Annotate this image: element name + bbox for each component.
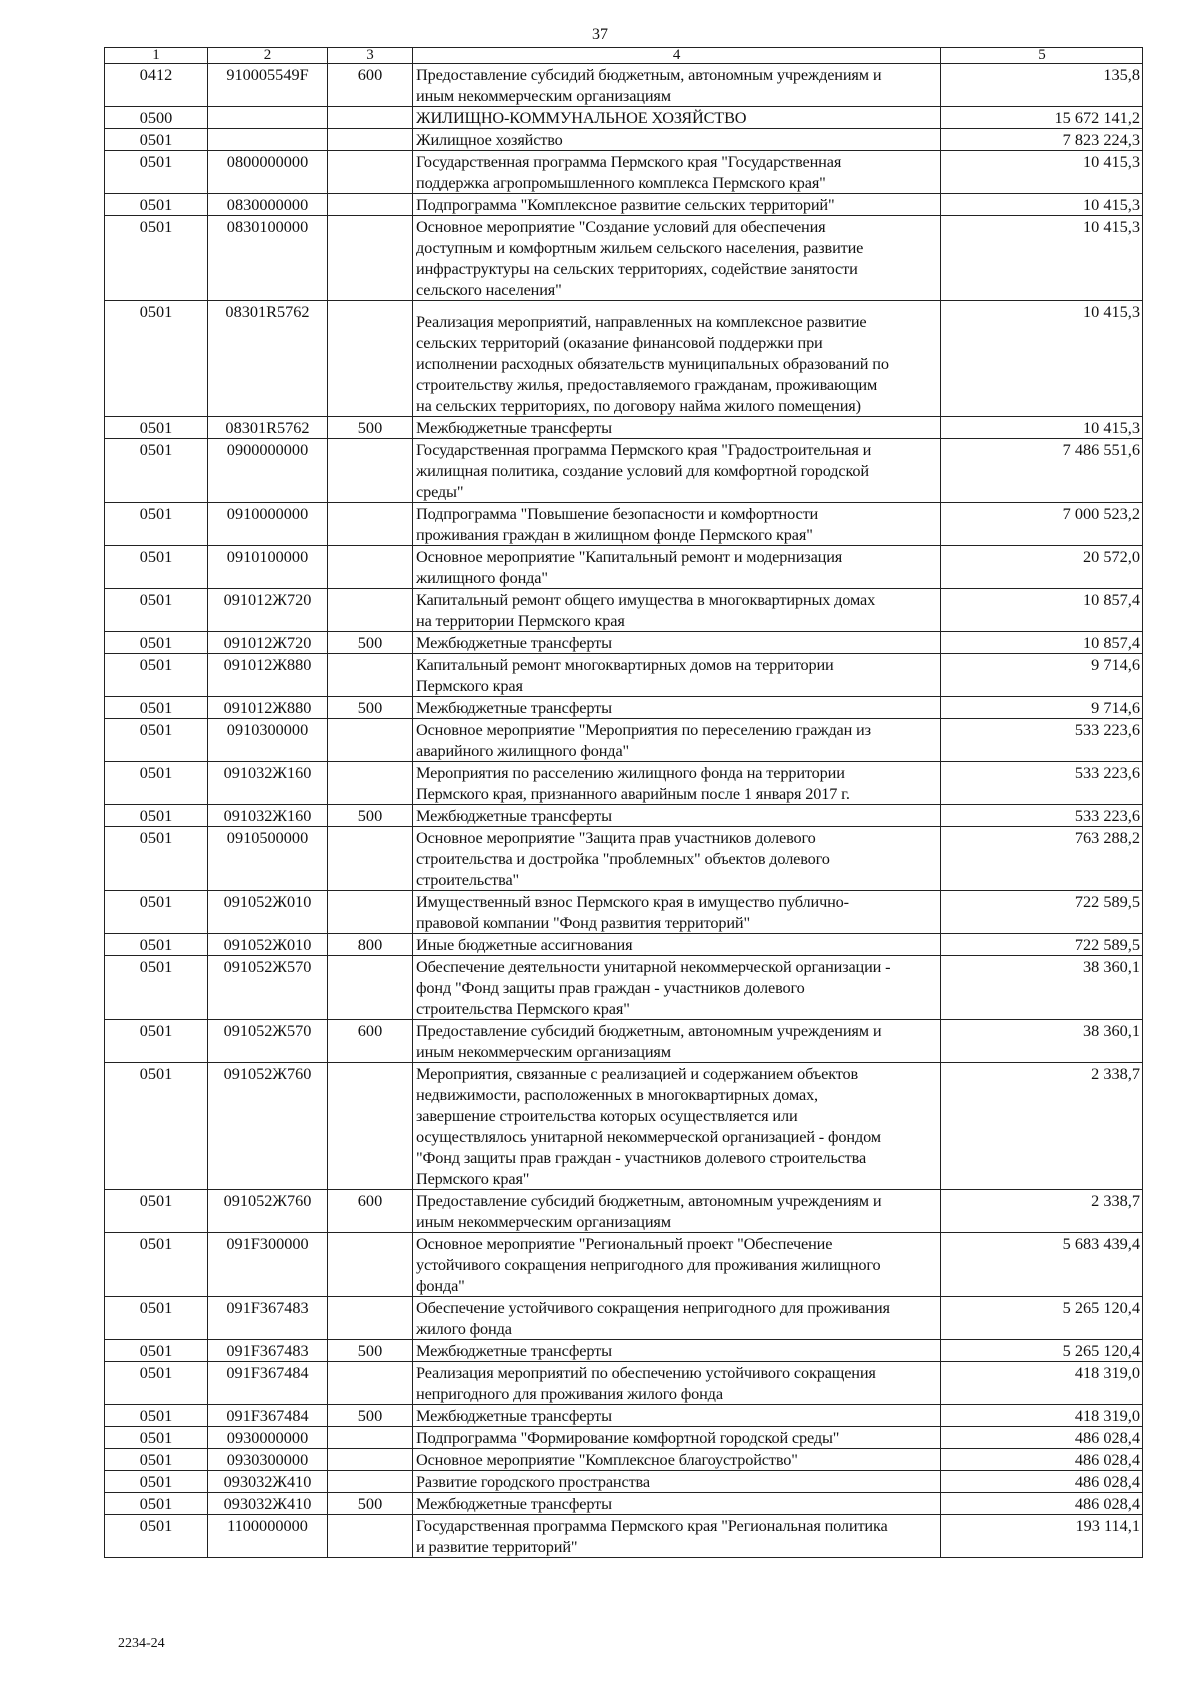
target-article-code-cell: 091F367484 — [208, 1362, 328, 1405]
expense-type-code-cell: 500 — [328, 1405, 413, 1427]
description-cell: Государственная программа Пермского края "Градостроительная и жилищная политика, создание условий для комфортной городской среды" — [413, 439, 941, 503]
table-row — [105, 503, 1143, 546]
section-code-cell: 0501 — [105, 216, 208, 301]
expense-type-code-cell — [328, 1471, 413, 1493]
amount-cell: 5 683 439,4 — [941, 1233, 1143, 1297]
amount-cell: 193 114,1 — [941, 1515, 1143, 1558]
table-row — [105, 1190, 1143, 1233]
expense-type-code-cell — [328, 762, 413, 805]
amount-cell: 2 338,7 — [941, 1190, 1143, 1233]
target-article-code-cell: 0910100000 — [208, 546, 328, 589]
target-article-code-cell: 091032Ж160 — [208, 762, 328, 805]
table-row — [105, 417, 1143, 439]
target-article-code-cell: 0930300000 — [208, 1449, 328, 1471]
description-cell: Имущественный взнос Пермского края в имущество публично- правовой компании "Фонд развития территорий" — [413, 891, 941, 934]
section-code-cell: 0501 — [105, 546, 208, 589]
section-code-cell: 0501 — [105, 439, 208, 503]
expense-type-code-cell: 600 — [328, 1020, 413, 1063]
table-row — [105, 956, 1143, 1020]
section-code-cell: 0501 — [105, 129, 208, 151]
amount-cell: 533 223,6 — [941, 762, 1143, 805]
description-cell: Капитальный ремонт общего имущества в многоквартирных домах на территории Пермского края — [413, 589, 941, 632]
section-code-cell: 0501 — [105, 194, 208, 216]
amount-cell: 10 857,4 — [941, 632, 1143, 654]
section-code-cell: 0501 — [105, 827, 208, 891]
table-row — [105, 719, 1143, 762]
description-cell: Межбюджетные трансферты — [413, 417, 941, 439]
target-article-code-cell: 091F300000 — [208, 1233, 328, 1297]
description-cell: Предоставление субсидий бюджетным, автономным учреждениям и иным некоммерческим организациям — [413, 1190, 941, 1233]
target-article-code-cell: 091052Ж010 — [208, 934, 328, 956]
amount-cell: 135,8 — [941, 64, 1143, 107]
section-code-cell: 0501 — [105, 1063, 208, 1190]
target-article-code-cell: 091F367483 — [208, 1340, 328, 1362]
target-article-code-cell: 091012Ж880 — [208, 697, 328, 719]
description-cell: Основное мероприятие "Капитальный ремонт и модернизация жилищного фонда" — [413, 546, 941, 589]
expense-type-code-cell — [328, 719, 413, 762]
section-code-cell: 0501 — [105, 956, 208, 1020]
description-cell: Жилищное хозяйство — [413, 129, 941, 151]
expense-type-code-cell — [328, 194, 413, 216]
amount-cell: 10 415,3 — [941, 301, 1143, 417]
amount-cell: 15 672 141,2 — [941, 107, 1143, 129]
section-code-cell: 0501 — [105, 1427, 208, 1449]
table-row — [105, 1233, 1143, 1297]
expense-type-code-cell — [328, 301, 413, 417]
description-cell: Обеспечение устойчивого сокращения непригодного для проживания жилого фонда — [413, 1297, 941, 1340]
table-row — [105, 1471, 1143, 1493]
target-article-code-cell: 08301R5762 — [208, 417, 328, 439]
section-code-cell: 0501 — [105, 632, 208, 654]
expense-type-code-cell — [328, 1515, 413, 1558]
column-header-2: 2 — [208, 48, 328, 64]
description-cell: Обеспечение деятельности унитарной некоммерческой организации - фонд "Фонд защиты прав граждан - участников долевого строительства Пермского края" — [413, 956, 941, 1020]
expense-type-code-cell — [328, 1063, 413, 1190]
column-header-5: 5 — [941, 48, 1143, 64]
expense-type-code-cell: 500 — [328, 417, 413, 439]
amount-cell: 9 714,6 — [941, 697, 1143, 719]
amount-cell: 38 360,1 — [941, 956, 1143, 1020]
target-article-code-cell: 091012Ж880 — [208, 654, 328, 697]
description-cell: Межбюджетные трансферты — [413, 697, 941, 719]
target-article-code-cell: 091F367483 — [208, 1297, 328, 1340]
expense-type-code-cell: 600 — [328, 1190, 413, 1233]
amount-cell: 486 028,4 — [941, 1449, 1143, 1471]
expense-type-code-cell — [328, 1233, 413, 1297]
amount-cell: 10 415,3 — [941, 194, 1143, 216]
description-cell: Развитие городского пространства — [413, 1471, 941, 1493]
expense-type-code-cell — [328, 827, 413, 891]
section-code-cell: 0501 — [105, 1190, 208, 1233]
section-code-cell: 0501 — [105, 719, 208, 762]
expense-type-code-cell — [328, 107, 413, 129]
section-code-cell: 0501 — [105, 151, 208, 194]
table-row — [105, 1515, 1143, 1558]
amount-cell: 418 319,0 — [941, 1362, 1143, 1405]
target-article-code-cell: 0910000000 — [208, 503, 328, 546]
amount-cell: 418 319,0 — [941, 1405, 1143, 1427]
amount-cell: 10 415,3 — [941, 216, 1143, 301]
amount-cell: 20 572,0 — [941, 546, 1143, 589]
target-article-code-cell: 091012Ж720 — [208, 632, 328, 654]
target-article-code-cell: 091F367484 — [208, 1405, 328, 1427]
table-row — [105, 1405, 1143, 1427]
section-code-cell: 0501 — [105, 697, 208, 719]
description-cell: Подпрограмма "Повышение безопасности и комфортности проживания граждан в жилищном фонде Пермского края" — [413, 503, 941, 546]
target-article-code-cell: 091012Ж720 — [208, 589, 328, 632]
section-code-cell: 0501 — [105, 301, 208, 417]
amount-cell: 5 265 120,4 — [941, 1297, 1143, 1340]
amount-cell: 722 589,5 — [941, 934, 1143, 956]
column-header-3: 3 — [328, 48, 413, 64]
description-cell: Предоставление субсидий бюджетным, автономным учреждениям и иным некоммерческим организациям — [413, 64, 941, 107]
table-row — [105, 1449, 1143, 1471]
description-cell: Предоставление субсидий бюджетным, автономным учреждениям и иным некоммерческим организациям — [413, 1020, 941, 1063]
table-row — [105, 129, 1143, 151]
amount-cell: 38 360,1 — [941, 1020, 1143, 1063]
description-cell: Государственная программа Пермского края "Государственная поддержка агропромышленного комплекса Пермского края" — [413, 151, 941, 194]
amount-cell: 7 486 551,6 — [941, 439, 1143, 503]
section-code-cell: 0501 — [105, 589, 208, 632]
description-cell: Межбюджетные трансферты — [413, 1493, 941, 1515]
amount-cell: 10 857,4 — [941, 589, 1143, 632]
amount-cell: 763 288,2 — [941, 827, 1143, 891]
section-code-cell: 0501 — [105, 934, 208, 956]
description-cell: Подпрограмма "Формирование комфортной городской среды" — [413, 1427, 941, 1449]
target-article-code-cell: 0900000000 — [208, 439, 328, 503]
table-row — [105, 546, 1143, 589]
expense-type-code-cell — [328, 891, 413, 934]
expense-type-code-cell — [328, 1427, 413, 1449]
expense-type-code-cell — [328, 546, 413, 589]
table-row — [105, 805, 1143, 827]
target-article-code-cell: 0800000000 — [208, 151, 328, 194]
description-cell: Межбюджетные трансферты — [413, 632, 941, 654]
amount-cell: 10 415,3 — [941, 151, 1143, 194]
expense-type-code-cell: 800 — [328, 934, 413, 956]
description-cell: Основное мероприятие "Комплексное благоустройство" — [413, 1449, 941, 1471]
target-article-code-cell: 093032Ж410 — [208, 1493, 328, 1515]
section-code-cell: 0501 — [105, 1233, 208, 1297]
section-code-cell: 0501 — [105, 1297, 208, 1340]
target-article-code-cell: 1100000000 — [208, 1515, 328, 1558]
table-row — [105, 654, 1143, 697]
table-row — [105, 762, 1143, 805]
description-cell: Межбюджетные трансферты — [413, 1340, 941, 1362]
description-cell: Межбюджетные трансферты — [413, 1405, 941, 1427]
target-article-code-cell: 08301R5762 — [208, 301, 328, 417]
amount-cell: 722 589,5 — [941, 891, 1143, 934]
expense-type-code-cell — [328, 503, 413, 546]
table-row — [105, 439, 1143, 503]
target-article-code-cell — [208, 107, 328, 129]
target-article-code-cell: 0910300000 — [208, 719, 328, 762]
expense-type-code-cell: 500 — [328, 632, 413, 654]
target-article-code-cell: 091052Ж760 — [208, 1063, 328, 1190]
amount-cell: 486 028,4 — [941, 1427, 1143, 1449]
section-code-cell: 0501 — [105, 1340, 208, 1362]
expense-type-code-cell — [328, 151, 413, 194]
table-row — [105, 632, 1143, 654]
section-code-cell: 0501 — [105, 762, 208, 805]
amount-cell: 7 000 523,2 — [941, 503, 1143, 546]
expense-type-code-cell — [328, 1362, 413, 1405]
description-cell: Основное мероприятие "Мероприятия по переселению граждан из аварийного жилищного фонда" — [413, 719, 941, 762]
description-cell: Капитальный ремонт многоквартирных домов на территории Пермского края — [413, 654, 941, 697]
section-code-cell: 0501 — [105, 1515, 208, 1558]
target-article-code-cell: 0910500000 — [208, 827, 328, 891]
expense-type-code-cell — [328, 589, 413, 632]
table-row — [105, 1020, 1143, 1063]
section-code-cell: 0501 — [105, 1493, 208, 1515]
table-row — [105, 1493, 1143, 1515]
expense-type-code-cell — [328, 129, 413, 151]
description-cell: Мероприятия по расселению жилищного фонда на территории Пермского края, признанного аварийным после 1 января 2017 г. — [413, 762, 941, 805]
expense-type-code-cell: 500 — [328, 1340, 413, 1362]
section-code-cell: 0501 — [105, 1449, 208, 1471]
table-row — [105, 1427, 1143, 1449]
column-header-1: 1 — [105, 48, 208, 64]
section-code-cell: 0500 — [105, 107, 208, 129]
target-article-code-cell: 910005549F — [208, 64, 328, 107]
expense-type-code-cell: 500 — [328, 805, 413, 827]
description-cell: Реализация мероприятий по обеспечению устойчивого сокращения непригодного для проживания жилого фонда — [413, 1362, 941, 1405]
budget-table — [104, 47, 1143, 1558]
table-header-row — [105, 48, 1143, 64]
expense-type-code-cell — [328, 1297, 413, 1340]
expense-type-code-cell — [328, 439, 413, 503]
section-code-cell: 0501 — [105, 417, 208, 439]
table-row — [105, 589, 1143, 632]
target-article-code-cell: 091032Ж160 — [208, 805, 328, 827]
target-article-code-cell: 091052Ж570 — [208, 1020, 328, 1063]
table-row — [105, 934, 1143, 956]
table-row — [105, 301, 1143, 417]
expense-type-code-cell — [328, 956, 413, 1020]
amount-cell: 533 223,6 — [941, 805, 1143, 827]
expense-type-code-cell — [328, 1449, 413, 1471]
amount-cell: 7 823 224,3 — [941, 129, 1143, 151]
table-row — [105, 891, 1143, 934]
description-cell: Основное мероприятие "Создание условий для обеспечения доступным и комфортным жильем сельского населения, развитие инфраструктуры на сельских территориях, содействие занятости сельского населения" — [413, 216, 941, 301]
table-row — [105, 194, 1143, 216]
section-code-cell: 0501 — [105, 1471, 208, 1493]
section-code-cell: 0501 — [105, 805, 208, 827]
table-row — [105, 1297, 1143, 1340]
table-row — [105, 151, 1143, 194]
target-article-code-cell: 091052Ж570 — [208, 956, 328, 1020]
amount-cell: 486 028,4 — [941, 1471, 1143, 1493]
description-cell: Межбюджетные трансферты — [413, 805, 941, 827]
description-cell: Государственная программа Пермского края "Региональная политика и развитие территорий" — [413, 1515, 941, 1558]
target-article-code-cell: 091052Ж760 — [208, 1190, 328, 1233]
table-row — [105, 1362, 1143, 1405]
target-article-code-cell: 0830100000 — [208, 216, 328, 301]
description-cell: Мероприятия, связанные с реализацией и содержанием объектов недвижимости, расположенных в многоквартирных домах, завершение строительства которых осуществляется или осуществлялось унитарной некоммерческой организацией - фондом "Фонд защиты прав граждан - участников долевого строительства Пермского края" — [413, 1063, 941, 1190]
amount-cell: 10 415,3 — [941, 417, 1143, 439]
target-article-code-cell: 0830000000 — [208, 194, 328, 216]
column-header-4: 4 — [413, 48, 941, 64]
target-article-code-cell — [208, 129, 328, 151]
table-row — [105, 697, 1143, 719]
footer-code: 2234-24 — [118, 1636, 165, 1651]
description-cell: Подпрограмма "Комплексное развитие сельских территорий" — [413, 194, 941, 216]
table-row — [105, 64, 1143, 107]
budget-table-body — [105, 48, 1143, 1558]
page-number: 37 — [592, 26, 608, 43]
target-article-code-cell: 091052Ж010 — [208, 891, 328, 934]
amount-cell: 5 265 120,4 — [941, 1340, 1143, 1362]
amount-cell: 533 223,6 — [941, 719, 1143, 762]
table-row — [105, 1340, 1143, 1362]
table-row — [105, 216, 1143, 301]
expense-type-code-cell: 500 — [328, 1493, 413, 1515]
target-article-code-cell: 0930000000 — [208, 1427, 328, 1449]
table-row — [105, 107, 1143, 129]
section-code-cell: 0501 — [105, 1362, 208, 1405]
description-cell: Основное мероприятие "Защита прав участников долевого строительства и достройка "проблемных" объектов долевого строительства" — [413, 827, 941, 891]
section-code-cell: 0501 — [105, 1405, 208, 1427]
amount-cell: 9 714,6 — [941, 654, 1143, 697]
section-code-cell: 0501 — [105, 503, 208, 546]
amount-cell: 2 338,7 — [941, 1063, 1143, 1190]
section-code-cell: 0501 — [105, 654, 208, 697]
section-code-cell: 0501 — [105, 1020, 208, 1063]
expense-type-code-cell — [328, 216, 413, 301]
expense-type-code-cell — [328, 654, 413, 697]
section-code-cell: 0501 — [105, 891, 208, 934]
amount-cell: 486 028,4 — [941, 1493, 1143, 1515]
description-cell: Иные бюджетные ассигнования — [413, 934, 941, 956]
target-article-code-cell: 093032Ж410 — [208, 1471, 328, 1493]
table-row — [105, 1063, 1143, 1190]
description-cell: Основное мероприятие "Региональный проект "Обеспечение устойчивого сокращения непригодного для проживания жилищного фонда" — [413, 1233, 941, 1297]
section-code-cell: 0412 — [105, 64, 208, 107]
description-cell: ЖИЛИЩНО-КОММУНАЛЬНОЕ ХОЗЯЙСТВО — [413, 107, 941, 129]
table-row — [105, 827, 1143, 891]
description-cell: Реализация мероприятий, направленных на комплексное развитие сельских территорий (оказание финансовой поддержки при исполнении расходных обязательств муниципальных образований по строительству жилья, предоставляемого гражданам, проживающим на сельских территориях, по договору найма жилого помещения) — [413, 301, 941, 417]
expense-type-code-cell: 500 — [328, 697, 413, 719]
expense-type-code-cell: 600 — [328, 64, 413, 107]
